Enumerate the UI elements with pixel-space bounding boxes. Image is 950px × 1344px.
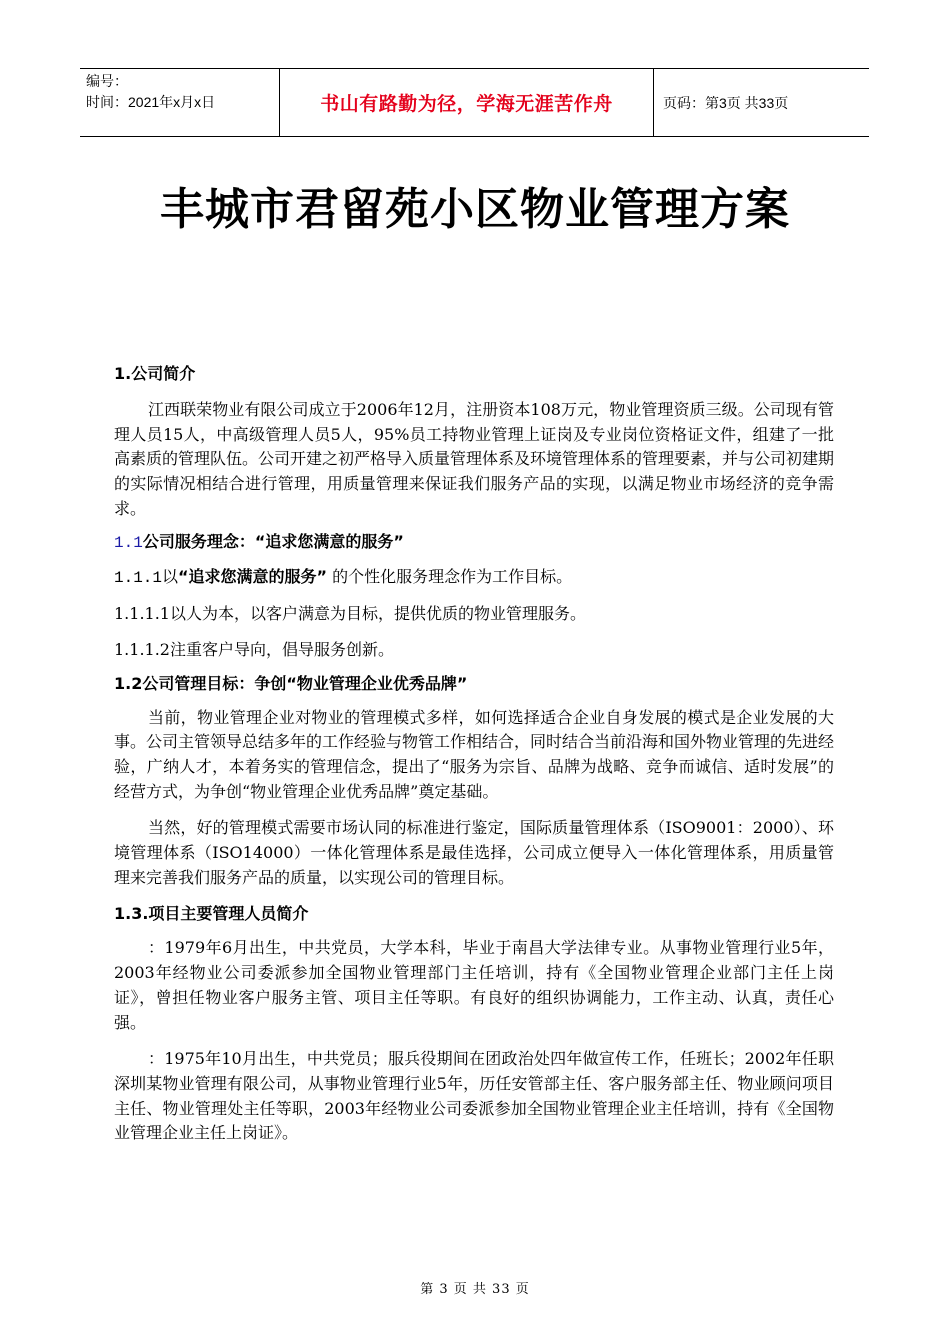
item-1-1-1-pre: 以 <box>162 566 179 586</box>
section-1-1-number: 1.1 <box>114 533 143 552</box>
item-1-1-1-2: 1.1.1.2注重客户导向，倡导服务创新。 <box>114 639 394 659</box>
page-footer: 第 3 页 共 33 页 <box>420 1282 530 1297</box>
header-motto: 书山有路勤为径，学海无涯苦作舟 <box>280 69 654 136</box>
serial-label: 编号： <box>86 73 128 89</box>
item-1-1-1 <box>114 565 834 590</box>
section-1-1-title: 公司服务理念：“追求您满意的服务” <box>142 531 404 551</box>
section-1-1-heading <box>114 530 834 555</box>
item-1-1-1-number: 1.1.1 <box>114 568 163 587</box>
document-body <box>114 360 834 1146</box>
section-1-2-paragraph-1: 当前，物业管理企业对物业的管理模式多样，如何选择适合企业自身发展的模式是企业发展的大事。公司主管领导总结多年的工作经验与物管工作相结合，同时结合当前沿海和国外物业管理的先进经验，广纳人才，本着务实的管理信念，提出了“服务为宗旨、品牌为战略、竞争而诚信、适时发展”的经营方式，为争创“物业管理企业优秀品牌”奠定基础。 <box>114 707 835 801</box>
item-1-1-1-1: 1.1.1.1以人为本，以客户满意为目标，提供优质的物业管理服务。 <box>114 603 586 623</box>
section-1-3-paragraph-2: ：1975年10月出生，中共党员；服兵役期间在团政治处四年做宣传工作，任班长；2002年任职深圳某物业管理有限公司，从事物业管理行业5年，历任安管部主任、客户服务部主任、物业顾问项目主任、物业管理处主任等职，2003年经物业公司委派参加全国物业管理企业主任培训，持有《全国物业管理企业主任上岗证》。 <box>114 1049 834 1143</box>
header-page-info: 页码：第3页 共33页 <box>663 94 789 111</box>
section-1-3-heading: 1.3.项目主要管理人员简介 <box>114 904 309 924</box>
section-1-2-paragraph-2: 当然，好的管理模式需要市场认同的标准进行鉴定，国际质量管理体系（ISO9001：2000）、环境管理体系（ISO14000）一体化管理体系是最佳选择，公司成立便导入一体化管理体系，用质量管理来完善我们服务产品的质量，以实现公司的管理目标。 <box>114 818 834 887</box>
header-meta-cell <box>80 69 280 136</box>
section-1-2-heading: 1.2公司管理目标：争创“物业管理企业优秀品牌” <box>114 673 468 693</box>
section-1-paragraph: 江西联荣物业有限公司成立于2006年12月，注册资本108万元，物业管理资质三级。公司现有管理人员15人，中高级管理人员5人，95%员工持物业管理上证岗及专业岗位资格证文件，组建了一批高素质的管理队伍。公司开建之初严格导入质量管理体系及环境管理体系的管理要素，并与公司初建期的实际情况相结合进行管理，用质量管理来保证我们服务产品的实现，以满足物业市场经济的竞争需求。 <box>114 400 835 518</box>
item-1-1-1-post: 的个性化服务理念作为工作目标。 <box>327 566 573 586</box>
date-label: 时间：2021年x月x日 <box>86 94 216 110</box>
item-1-1-1-bold: “追求您满意的服务” <box>178 566 328 586</box>
section-1-3-paragraph-1: ：1979年6月出生，中共党员，大学本科，毕业于南昌大学法律专业。从事物业管理行业5年，2003年经物业公司委派参加全国物业管理部门主任培训，持有《全国物业管理企业部门主任上岗证》，曾担任物业客户服务主管、项目主任等职。有良好的组织协调能力，工作主动、认真，责任心强。 <box>114 938 834 1032</box>
document-title: 丰城市君留苑小区物业管理方案 <box>160 184 790 235</box>
header-table <box>80 68 869 137</box>
section-1-heading: 1.公司简介 <box>114 364 196 383</box>
